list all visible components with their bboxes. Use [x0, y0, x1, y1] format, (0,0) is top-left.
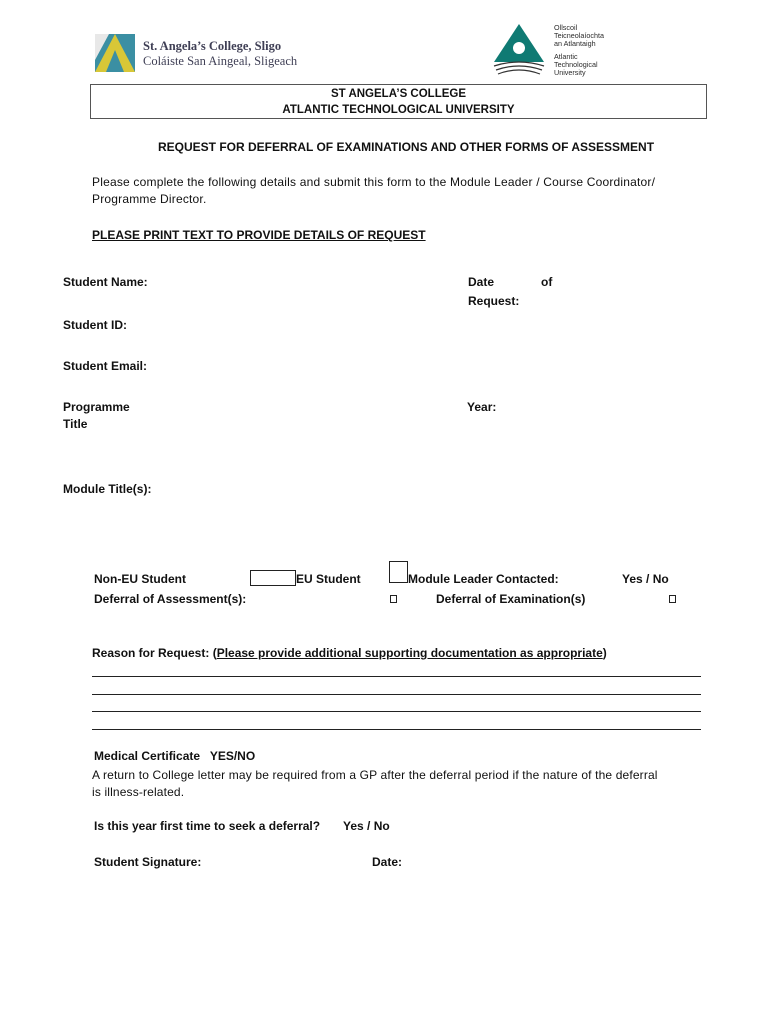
atu-text-line: an Atlantaigh — [554, 39, 596, 48]
medical-note-line-2: is illness-related. — [92, 785, 185, 799]
reason-line[interactable] — [92, 729, 701, 730]
instructions-line-1: Please complete the following details and submit this form to the Module Leader / Course Coordinator/ — [92, 175, 656, 189]
institution-header — [90, 84, 707, 119]
date-of-request-label-of: of — [541, 275, 553, 289]
student-name-label: Student Name: — [63, 275, 148, 289]
college-name: St. Angela’s College, Sligo — [143, 39, 282, 53]
deferral-assessment-label: Deferral of Assessment(s): — [94, 592, 247, 606]
first-time-question: Is this year first time to seek a deferral? — [94, 819, 321, 833]
instructions-line-2: Programme Director. — [92, 192, 207, 206]
college-name-irish: Coláiste San Aingeal, Sligeach — [143, 54, 298, 68]
eu-student-label: EU Student — [296, 572, 361, 586]
student-id-label: Student ID: — [63, 318, 127, 332]
module-leader-yes-no: Yes / No — [622, 572, 669, 586]
reason-line[interactable] — [92, 694, 701, 695]
print-note: PLEASE PRINT TEXT TO PROVIDE DETAILS OF REQUEST — [92, 228, 426, 242]
reason-label — [92, 646, 607, 660]
atu-text-line: Technological — [554, 60, 598, 69]
atu-emblem-icon — [490, 22, 548, 78]
date-of-request-label-2: Request: — [468, 294, 520, 308]
signature-date-label: Date: — [372, 855, 403, 869]
student-email-label: Student Email: — [63, 359, 148, 373]
atu-text-line: Atlantic — [554, 52, 578, 61]
medical-certificate-label: Medical Certificate YES/NO — [94, 749, 256, 763]
atu-text-line: Teicneolaíochta — [554, 31, 604, 40]
first-time-answer: Yes / No — [343, 819, 390, 833]
reason-paren-close: ) — [602, 646, 607, 660]
medical-note-line-1: A return to College letter may be required from a GP after the deferral period if the nature of the deferral — [92, 768, 658, 782]
deferral-assessment-checkbox[interactable] — [390, 595, 397, 603]
st-angelas-emblem-icon — [95, 34, 135, 72]
deferral-exam-label: Deferral of Examination(s) — [436, 592, 586, 606]
student-signature-label: Student Signature: — [94, 855, 202, 869]
header-line-2: ATLANTIC TECHNOLOGICAL UNIVERSITY — [282, 104, 515, 116]
non-eu-student-label: Non-EU Student — [94, 572, 186, 586]
module-leader-contacted-label: Module Leader Contacted: — [408, 572, 559, 586]
deferral-exam-checkbox[interactable] — [669, 595, 676, 603]
eu-student-checkbox[interactable] — [389, 561, 408, 583]
year-label: Year: — [467, 400, 497, 414]
programme-title-label-2: Title — [63, 417, 88, 431]
reason-label-text: Reason for Request: — [92, 646, 213, 660]
st-angelas-logo — [95, 34, 325, 74]
reason-line[interactable] — [92, 711, 701, 712]
reason-note: Please provide additional supporting documentation as appropriate — [216, 646, 603, 660]
non-eu-student-checkbox[interactable] — [250, 570, 296, 586]
date-of-request-label: Date — [468, 275, 495, 289]
atu-text-line: University — [554, 68, 586, 77]
module-titles-label: Module Title(s): — [63, 482, 152, 496]
header-line-1: ST ANGELA’S COLLEGE — [330, 88, 467, 100]
programme-title-label: Programme — [63, 400, 130, 414]
atu-text-line: Ollscoil — [554, 23, 578, 32]
reason-line[interactable] — [92, 676, 701, 677]
form-title: REQUEST FOR DEFERRAL OF EXAMINATIONS AND OTHER FORMS OF ASSESSMENT — [158, 140, 655, 154]
reason-paren-open: ( — [212, 646, 217, 660]
atu-logo — [490, 22, 630, 80]
